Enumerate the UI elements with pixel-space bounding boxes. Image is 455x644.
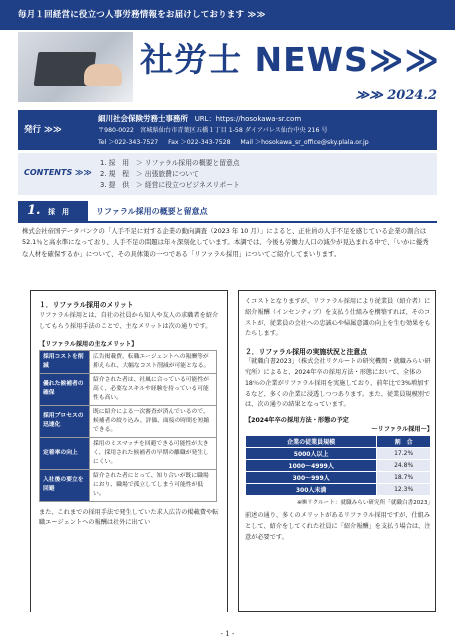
column-header-size: 企業の従業員規模 (246, 436, 377, 448)
office-tel: Tel ＞022-343-7527 (98, 139, 159, 146)
left-column (30, 290, 228, 612)
section-number-badge (18, 201, 88, 221)
newsletter-title: 社労士 NEWS≫≫ (140, 40, 440, 79)
table-header-row (246, 436, 431, 448)
survey-table-title: 【2024年卒の採用方法・形態の予定 (245, 417, 349, 425)
right-paragraph-1: くコストとなりますが、リファラル採用により従業員（紹介者）に紹介報酬（インセンティブ）を支払う仕組みを構築すれば、そのコストが、従業員の会社への忠誠心や帰属意識の向上を生む効果をもたらします。 (245, 298, 431, 338)
merit-value: 紹介された者は、社風に合っている可能性が高く、必要なスキルや経験を持っている可能性も高い。 (90, 373, 217, 405)
survey-table (245, 435, 431, 496)
contents-item[interactable]: 1. 採 用 ＞ リファラル採用の概要と留意点 (100, 159, 240, 167)
publisher-name-line (98, 113, 301, 124)
section-number: 1. (27, 203, 41, 218)
contents-list (100, 157, 240, 190)
table-row (246, 448, 431, 460)
merit-key: 定着率の向上 (40, 437, 90, 469)
table-row (40, 350, 217, 373)
office-name: 細川社会保険労務士事務所 (98, 114, 188, 123)
publisher-label: 発行 ≫≫ (24, 125, 62, 135)
right-paragraph-2: 「就職白書2023」（株式会社リクルートの研究機関・就職みらい研究所）によると、2024年卒の採用方法・形態において、全体の18％の企業がリファラル採用を実施しており、前年比で3%増加するなど、多くの企業に浸透しつつあります。また、従業員規模別では、次の通りの結果となっています。 (245, 358, 431, 409)
contents-item[interactable]: 3. 提 供 ＞ 経営に役立つビジネスリポート (100, 181, 240, 189)
right-paragraph-3: 前述の通り、多くのメリットがあるリファラル採用ですが、仕組みとして、紹介をしてくれた社員に「紹介報酬」を支払う場合は、注意が必要です。 (245, 512, 431, 541)
ratio-cell: 17.2% (377, 448, 431, 460)
size-cell: 300人未満 (246, 484, 377, 496)
left-heading: １．リファラル採用のメリット (39, 301, 134, 309)
survey-table-subtitle: ～リファラル採用～】 (371, 426, 433, 434)
hand-image (84, 64, 122, 86)
contents-label: CONTENTS ≫≫ (24, 168, 92, 177)
ratio-cell: 18.7% (377, 472, 431, 484)
tagline: 毎月１回経営に役立つ人事労務情報をお届けしております ≫≫ (18, 10, 266, 20)
ratio-cell: 24.8% (377, 460, 431, 472)
section-title: リファラル採用の概要と留意点 (96, 207, 208, 216)
merit-table (39, 350, 217, 502)
table-row (246, 484, 431, 496)
merit-value: 採用のミスマッチを回避できる可能性が大きく、採用された候補者の早期の離職が発生しにくい。 (90, 437, 217, 469)
column-header-ratio: 割 合 (377, 436, 431, 448)
table-row (246, 472, 431, 484)
left-paragraph-1: リファラル採用とは、自社の社員から知人や友人の求職者を紹介してもらう採用手法のことで、主なメリットは次の通りです。 (39, 312, 219, 330)
office-mail[interactable]: Mail ＞hosokawa_sr_office@sky.plala.or.jp (240, 139, 369, 146)
table-row (40, 469, 217, 501)
size-cell: 300～999人 (246, 472, 377, 484)
merit-table-title: 【リファラル採用の主なメリット】 (39, 340, 138, 348)
right-heading: ２．リファラル採用の実施状況と注意点 (245, 348, 368, 357)
merit-value: 紹介された者にとって、知り合いが既に職場におり、職場で孤立してしまう可能性が低い。 (90, 469, 217, 501)
header-photo (18, 32, 133, 102)
table-row (40, 437, 217, 469)
office-address: 〒980-0022 宮城県仙台市青葉区五橋１丁目 1-58 ダイアパレス仙台中央 216 号 (98, 127, 328, 134)
page-number: - 1 - (220, 630, 235, 638)
office-url[interactable]: URL：https://hosokawa-sr.com (194, 115, 302, 123)
table-row (246, 460, 431, 472)
right-column (238, 290, 436, 612)
contents-item[interactable]: 2. 規 程 ＞ 出張旅費について (100, 170, 200, 178)
merit-key: 採用コストを削減 (40, 350, 90, 373)
table-row (40, 373, 217, 405)
size-cell: 5000人以上 (246, 448, 377, 460)
top-banner (0, 0, 455, 30)
merit-value: 広告掲載費、転職エージェントへの報酬等が抑えられ、大幅なコスト削減が可能となる。 (90, 350, 217, 373)
merit-key: 入社後の要立を回避 (40, 469, 90, 501)
contact-line (98, 137, 369, 146)
contents-box (18, 153, 437, 195)
section-label: 採 用 (48, 208, 69, 216)
size-cell: 1000～4999人 (246, 460, 377, 472)
table-source: ※㈱リクルート：就職みらい研究所「就職白書2023」 (296, 500, 433, 507)
section-header (18, 201, 437, 223)
merit-key: 優れた候補者の確保 (40, 373, 90, 405)
table-row (40, 405, 217, 437)
issue-date: ≫≫ 2024.2 (355, 88, 437, 103)
section-intro: 株式会社帝国データバンクの「人手不足に対する企業の動向調査（2023 年 10 月）」によると、正社員の人手不足を感じている企業の割合は 52.1％と高水準になっており、人手不足の問題は年々深刻化しています。本調では、今後も労働力人口の減少が見込まれる中で、「いかに優秀な人材を確保するか」について、その具体策の一つである「リファラル採用」についてご紹介してまいります。 (22, 227, 429, 258)
office-fax: Fax ＞022-343-7528 (168, 139, 231, 146)
merit-value: 既に紹介による一次審査が済んでいるので、候補者の絞り込み、評価、面接の時間を短縮できる。 (90, 405, 217, 437)
merit-key: 採用プロセスの迅速化 (40, 405, 90, 437)
left-paragraph-2: また、これまでの採用手法で発生していた求人広告の掲載費や転職エージェントへの報酬は社外に出てい (39, 508, 219, 527)
masthead (18, 30, 440, 116)
ratio-cell: 12.3% (377, 484, 431, 496)
publisher-block (18, 110, 437, 150)
